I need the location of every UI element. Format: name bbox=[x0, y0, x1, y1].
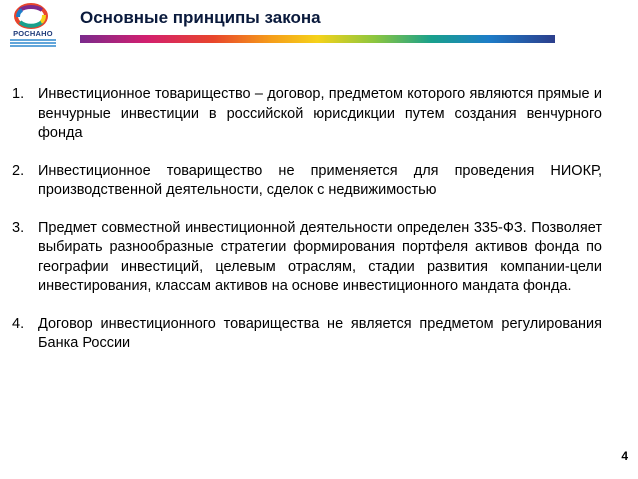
header-color-stripe bbox=[80, 35, 555, 43]
list-item bbox=[12, 162, 602, 201]
logo-name: РОСНАНО bbox=[13, 29, 53, 38]
item-text: Договор инвестиционного товарищества не является предметом регулирования Банка России bbox=[38, 315, 602, 351]
list-item bbox=[12, 219, 602, 297]
item-number: 4. bbox=[12, 315, 25, 332]
list-item bbox=[12, 85, 602, 144]
list-item bbox=[12, 315, 602, 354]
slide-title: Основные принципы закона bbox=[80, 8, 321, 27]
item-text: Инвестиционное товарищество не применяется для проведения НИОКР, производственной деятельности, сделок с недвижимостью bbox=[38, 162, 602, 198]
item-text: Инвестиционное товарищество – договор, предметом которого являются прямые и венчурные инвестиции в российской юрисдикции путем создания венчурного фонда bbox=[38, 86, 602, 141]
rosnano-logo bbox=[4, 3, 62, 49]
item-number: 3. bbox=[12, 219, 25, 236]
item-number: 1. bbox=[12, 86, 25, 102]
rosnano-logo-icon bbox=[12, 3, 50, 29]
item-text: Предмет совместной инвестиционной деятельности определен 335-ФЗ. Позволяет выбирать разнообразные стратегии формирования портфеля активов фонда по географии инвестиций, целевым отраслям, стадии развития компании-цели инвестирования, классам активов на основе инвестиционного мандата фонда. bbox=[38, 219, 602, 294]
item-number: 2. bbox=[12, 162, 25, 179]
principles-list bbox=[12, 85, 602, 372]
logo-subtitle-mark bbox=[10, 39, 56, 48]
page-number: 4 bbox=[621, 449, 628, 463]
